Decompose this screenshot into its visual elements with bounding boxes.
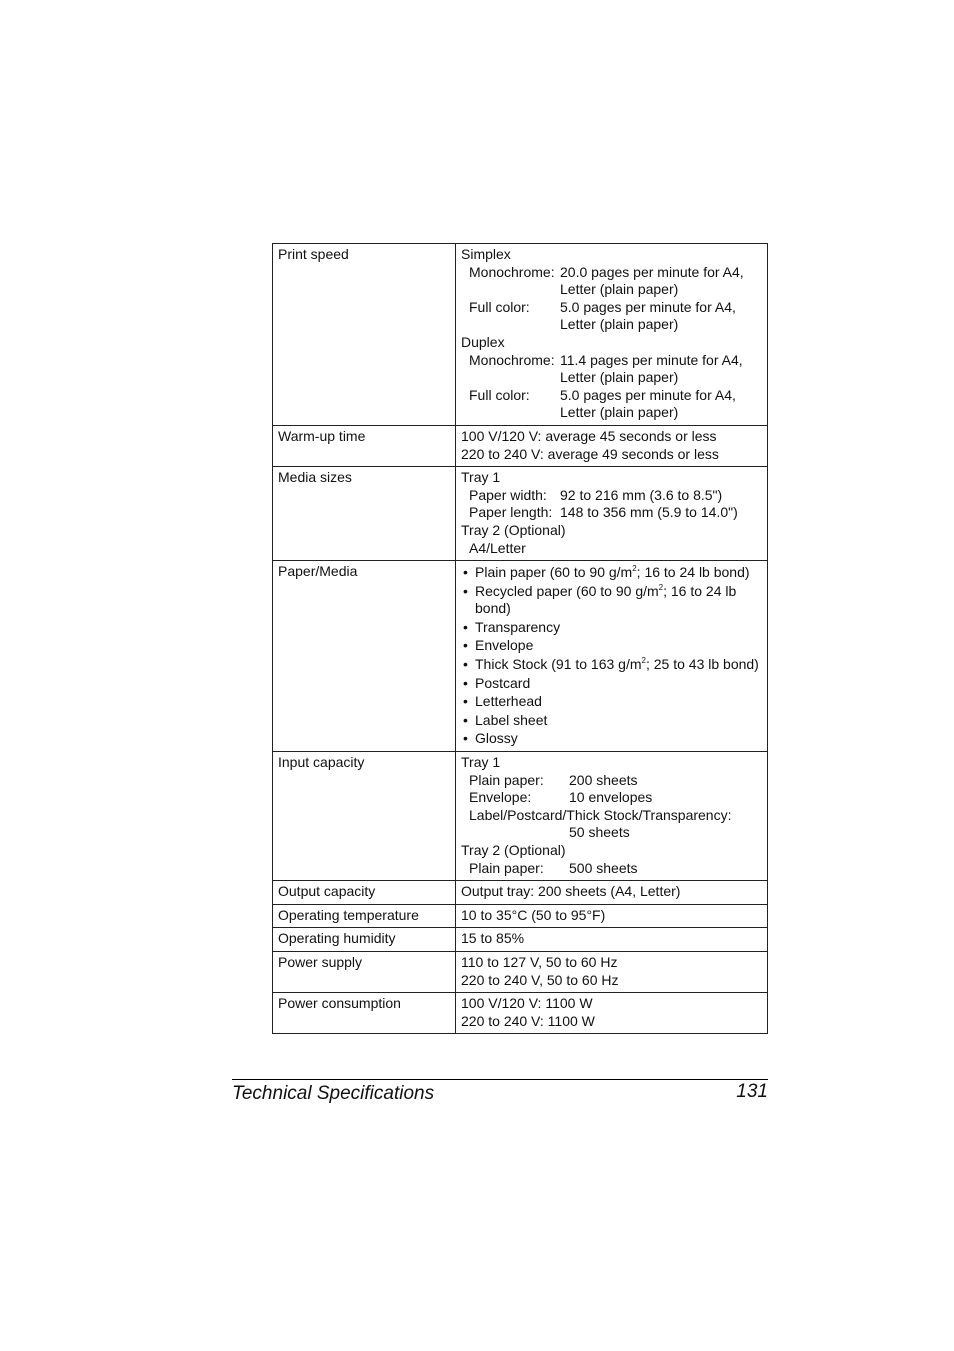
duplex-mono-key: Monochrome: — [469, 351, 555, 368]
row-output-capacity — [273, 881, 768, 905]
input-plain-value: 200 sheets — [569, 771, 638, 788]
paper-media-label: Paper/Media — [273, 561, 456, 752]
duplex-heading: Duplex — [461, 333, 505, 350]
op-temp-label: Operating temperature — [273, 904, 456, 928]
op-humidity-value: 15 to 85% — [456, 928, 768, 952]
duplex-mono-value-2: Letter (plain paper) — [560, 369, 679, 386]
simplex-color-key: Full color: — [469, 298, 530, 315]
list-item: • Thick Stock (91 to 163 $g/m^2$; 25 to 43 lb bond) — [463, 656, 759, 673]
row-input-capacity — [273, 752, 768, 881]
warmup-line-1: 100 V/120 V: average 45 seconds or less — [461, 427, 717, 444]
duplex-color-value: 5.0 pages per minute for A4, — [560, 386, 736, 403]
warmup-label: Warm-up time — [273, 425, 456, 466]
power-consumption-line-1: 100 V/120 V: 1100 W — [461, 995, 593, 1012]
power-consumption-value — [456, 993, 768, 1034]
paper-length-value: 148 to 356 mm (5.9 to 14.0") — [560, 504, 738, 521]
paper-width-value: 92 to 216 mm (3.6 to 8.5") — [560, 486, 723, 503]
op-temp-value: 10 to 35°C (50 to 95°F) — [456, 904, 768, 928]
print-speed-label: Print speed — [273, 244, 456, 426]
row-op-temp — [273, 904, 768, 928]
warmup-value — [456, 425, 768, 466]
power-consumption-line-2: 220 to 240 V: 1100 W — [461, 1012, 595, 1029]
list-item: • Recycled paper (60 to 90 $g/m^2$; 16 to 24 lb — [463, 582, 737, 599]
power-supply-label: Power supply — [273, 951, 456, 992]
row-power-supply — [273, 951, 768, 992]
op-humidity-label: Operating humidity — [273, 928, 456, 952]
list-item: • Glossy — [463, 730, 518, 747]
paper-media-value — [456, 561, 768, 752]
input-envelope-key: Envelope: — [469, 789, 532, 806]
row-power-consumption — [273, 993, 768, 1034]
list-item: • Letterhead — [463, 693, 542, 710]
media-tray2: Tray 2 (Optional) — [461, 521, 566, 538]
row-warmup — [273, 425, 768, 466]
input-tray2: Tray 2 (Optional) — [461, 842, 566, 858]
list-item-continued: bond) — [475, 600, 511, 617]
input-envelope-value: 10 envelopes — [569, 789, 653, 806]
input-tray1: Tray 1 — [461, 754, 501, 771]
spec-table — [272, 243, 768, 1034]
page-number: 131 — [736, 1081, 768, 1102]
paper-width-key: Paper width: — [469, 486, 547, 503]
footer-title: Technical Specifications — [232, 1083, 435, 1104]
row-op-humidity — [273, 928, 768, 952]
power-consumption-label: Power consumption — [273, 993, 456, 1034]
output-capacity-label: Output capacity — [273, 881, 456, 905]
media-sizes-label: Media sizes — [273, 467, 456, 561]
list-item: • Label sheet — [463, 711, 548, 728]
power-supply-line-2: 220 to 240 V, 50 to 60 Hz — [461, 971, 619, 988]
simplex-mono-value: 20.0 pages per minute for A4, — [560, 263, 744, 280]
simplex-heading: Simplex — [461, 246, 511, 262]
input-mixed-value: 50 sheets — [569, 824, 630, 841]
output-capacity-value: Output tray: 200 sheets (A4, Letter) — [456, 881, 768, 905]
row-media-sizes — [273, 467, 768, 561]
media-tray2-value: A4/Letter — [469, 539, 526, 556]
list-item: • Transparency — [463, 618, 561, 635]
warmup-line-2: 220 to 240 V: average 49 seconds or less — [461, 445, 719, 462]
power-supply-line-1: 110 to 127 V, 50 to 60 Hz — [461, 953, 618, 970]
power-supply-value — [456, 951, 768, 992]
media-tray1: Tray 1 — [461, 469, 501, 486]
input-capacity-label: Input capacity — [273, 752, 456, 881]
row-print-speed — [273, 244, 768, 426]
simplex-color-value: 5.0 pages per minute for A4, — [560, 298, 736, 315]
simplex-color-value-2: Letter (plain paper) — [560, 316, 679, 333]
list-item: • Envelope — [463, 637, 534, 654]
list-item: • Plain paper (60 to 90 $g/m^2$; 16 to 24 lb bond) — [463, 564, 750, 581]
input-plain-key: Plain paper: — [469, 771, 544, 788]
simplex-mono-key: Monochrome: — [469, 263, 555, 280]
duplex-mono-value: 11.4 pages per minute for A4, — [560, 351, 743, 368]
media-sizes-value — [456, 467, 768, 561]
paper-length-key: Paper length: — [469, 504, 553, 521]
input-tray2-plain-value: 500 sheets — [569, 859, 638, 876]
duplex-color-value-2: Letter (plain paper) — [560, 404, 679, 421]
simplex-mono-value-2: Letter (plain paper) — [560, 281, 679, 298]
footer-divider — [232, 1079, 768, 1080]
print-speed-value — [456, 244, 768, 426]
input-capacity-value — [456, 752, 768, 881]
list-item: • Postcard — [463, 674, 531, 691]
input-tray2-plain-key: Plain paper: — [469, 859, 544, 876]
input-mixed-key: Label/Postcard/Thick Stock/Transparency: — [469, 806, 732, 823]
duplex-color-key: Full color: — [469, 386, 530, 403]
row-paper-media — [273, 561, 768, 752]
